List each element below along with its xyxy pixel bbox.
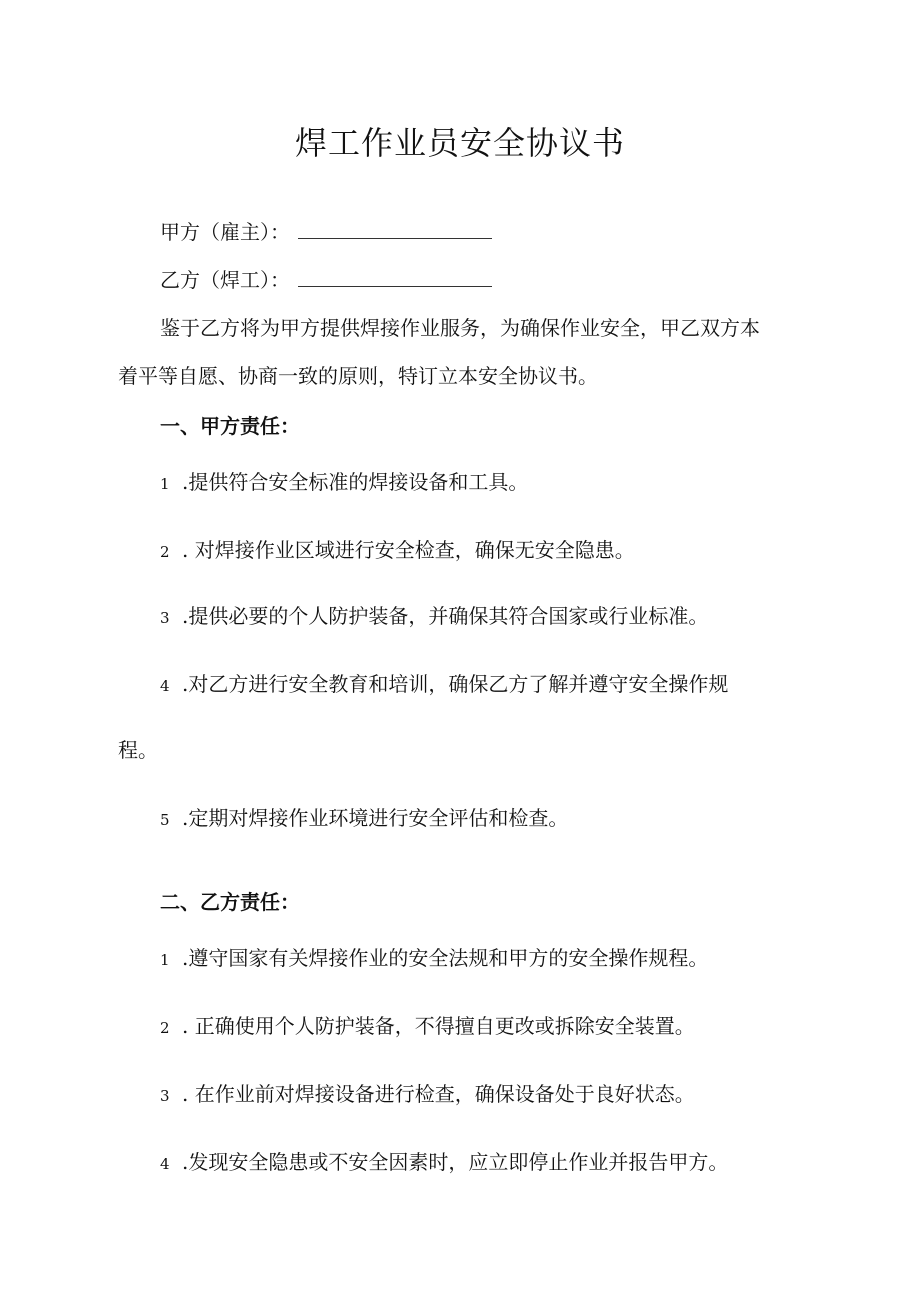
item-text: .遵守国家有关焊接作业的安全法规和甲方的安全操作规程。	[182, 946, 709, 970]
section-2-item-4	[160, 1150, 728, 1176]
section-1-item-2	[160, 538, 635, 564]
section-1-item-5	[160, 806, 568, 832]
item-number: 3	[160, 609, 170, 627]
intro-line-2: 着平等自愿、协商一致的原则，特订立本安全协议书。	[118, 364, 598, 388]
section-1-item-4	[160, 672, 728, 698]
section-1-item-1	[160, 470, 528, 496]
section-2-heading: 二、乙方责任：	[160, 890, 300, 914]
party-b-label: 乙方（焊工）：	[160, 268, 290, 292]
intro-line-1: 鉴于乙方将为甲方提供焊接作业服务，为确保作业安全，甲乙双方本	[160, 316, 760, 340]
item-text: .提供符合安全标准的焊接设备和工具。	[182, 470, 529, 494]
item-number: 3	[160, 1087, 170, 1105]
item-text: .对乙方进行安全教育和培训，确保乙方了解并遵守安全操作规	[182, 672, 729, 696]
item-number: 1	[160, 475, 170, 493]
item-text: .发现安全隐患或不安全因素时，应立即停止作业并报告甲方。	[182, 1150, 729, 1174]
item-number: 5	[160, 811, 170, 829]
party-a-label: 甲方（雇主）：	[160, 220, 290, 244]
item-text: .提供必要的个人防护装备，并确保其符合国家或行业标准。	[182, 604, 709, 628]
item-number: 4	[160, 677, 170, 695]
section-2-item-3	[160, 1082, 695, 1108]
item-number: 1	[160, 951, 170, 969]
section-2-item-2	[160, 1014, 695, 1040]
item-text: . 对焊接作业区域进行安全检查，确保无安全隐患。	[182, 538, 635, 562]
item-text: . 在作业前对焊接设备进行检查，确保设备处于良好状态。	[182, 1082, 695, 1106]
document-title: 焊工作业员安全协议书	[294, 124, 625, 162]
item-text: .定期对焊接作业环境进行安全评估和检查。	[182, 806, 569, 830]
section-2-item-1	[160, 946, 708, 972]
party-b-line	[160, 268, 492, 292]
item-text: . 正确使用个人防护装备，不得擅自更改或拆除安全装置。	[182, 1014, 695, 1038]
item-number: 2	[160, 1019, 170, 1037]
party-a-blank	[298, 222, 492, 239]
party-b-blank	[298, 270, 492, 287]
item-number: 2	[160, 543, 170, 561]
section-1-heading: 一、甲方责任：	[160, 414, 300, 438]
section-1-item-4-continuation: 程。	[118, 738, 158, 762]
item-number: 4	[160, 1155, 170, 1173]
party-a-line	[160, 220, 492, 244]
section-1-item-3	[160, 604, 708, 630]
